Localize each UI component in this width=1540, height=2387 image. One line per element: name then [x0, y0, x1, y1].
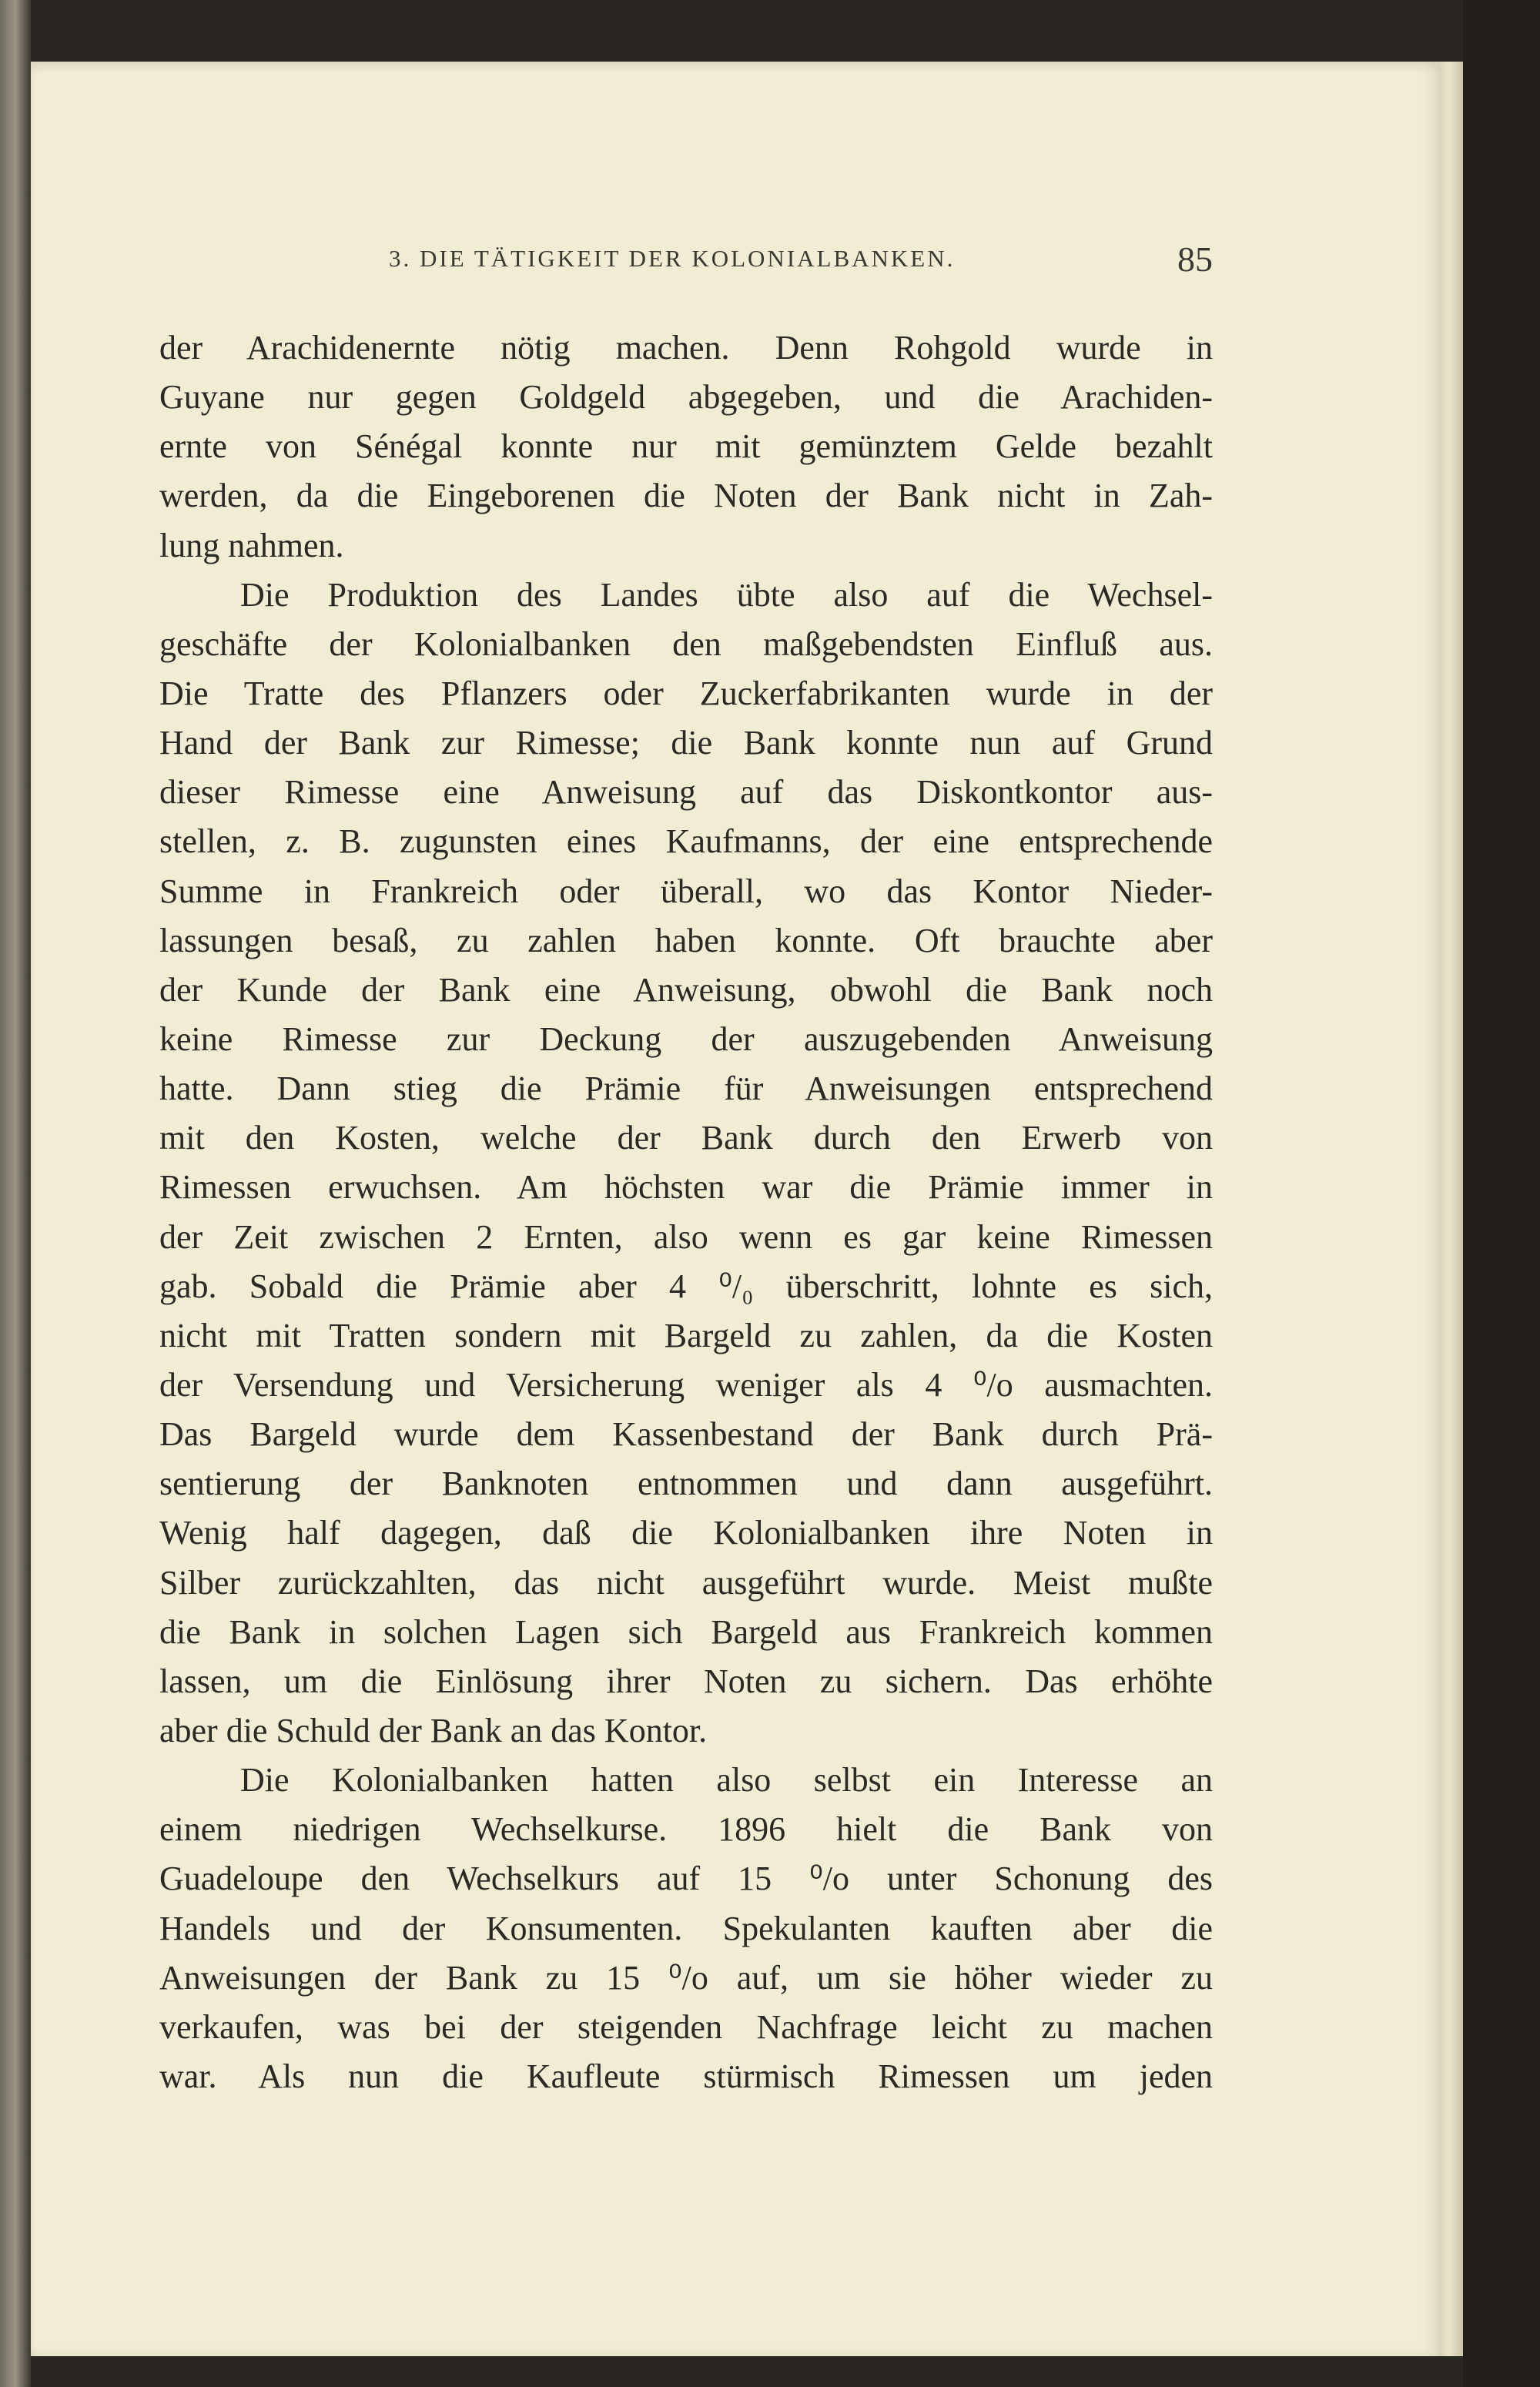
scan-background — [1463, 0, 1540, 2387]
text-line: Guyane nur gegen Goldgeld abgegeben, und die Arachiden- — [159, 378, 1213, 417]
text-line: einem niedrigen Wechselkurse. 1896 hielt die Bank von — [159, 1810, 1213, 1849]
text-line: keine Rimesse zur Deckung der auszugebenden Anweisung — [159, 1019, 1213, 1058]
text-line: verkaufen, was bei der steigenden Nachfrage leicht zu machen — [159, 2007, 1213, 2046]
text-line: werden, da die Eingeborenen die Noten der Bank nicht in Zah- — [159, 477, 1213, 515]
text-line: der Kunde der Bank eine Anweisung, obwohl die Bank noch — [159, 970, 1213, 1009]
text-line: war. Als nun die Kaufleute stürmisch Rimessen um jeden — [159, 2057, 1213, 2095]
text-line: Summe in Frankreich oder überall, wo das Kontor Nieder- — [159, 872, 1213, 910]
running-title: 3. DIE TÄTIGKEIT DER KOLONIALBANKEN. — [389, 245, 956, 272]
text-line: Das Bargeld wurde dem Kassenbestand der Bank durch Prä- — [159, 1415, 1213, 1454]
text-line: stellen, z. B. zugunsten eines Kaufmanns, der eine entsprechende — [159, 822, 1213, 861]
running-head — [158, 239, 1213, 291]
text-line: nicht mit Tratten sondern mit Bargeld zu zahlen, da die Kosten — [159, 1316, 1213, 1354]
paragraph-first-line: Die Kolonialbanken hatten also selbst ein Interesse an — [240, 1761, 1213, 1799]
text-line: hatte. Dann stieg die Prämie für Anweisungen entsprechend — [159, 1070, 1213, 1108]
page-stack-edge — [1440, 62, 1463, 2356]
left-page-edge — [0, 0, 31, 2387]
text-line: gab. Sobald die Prämie aber 4 ⁰/₀ überschritt, lohnte es sich, — [159, 1267, 1213, 1305]
body-text — [159, 323, 1213, 2101]
text-line: Hand der Bank zur Rimesse; die Bank konnte nun auf Grund — [159, 724, 1213, 762]
text-line: Die Tratte des Pflanzers oder Zuckerfabrikanten wurde in der — [159, 674, 1213, 712]
text-line: sentierung der Banknoten entnommen und dann ausgeführt. — [159, 1465, 1213, 1503]
text-line: Anweisungen der Bank zu 15 ⁰/o auf, um sie höher wieder zu — [159, 1958, 1213, 1997]
text-line: dieser Rimesse eine Anweisung auf das Diskontkontor aus- — [159, 773, 1213, 812]
text-line: der Zeit zwischen 2 Ernten, also wenn es gar keine Rimessen — [159, 1217, 1213, 1256]
text-line: Wenig half dagegen, daß die Kolonialbanken ihre Noten in — [159, 1514, 1213, 1552]
paragraph-first-line: Die Produktion des Landes übte also auf die Wechsel- — [240, 575, 1213, 614]
text-line: Handels und der Konsumenten. Spekulanten kauften aber die — [159, 1909, 1213, 1947]
text-line: Rimessen erwuchsen. Am höchsten war die Prämie immer in — [159, 1168, 1213, 1207]
text-line: aber die Schuld der Bank an das Kontor. — [159, 1711, 708, 1749]
text-line: lassen, um die Einlösung ihrer Noten zu sichern. Das erhöhte — [159, 1662, 1213, 1700]
text-line: mit den Kosten, welche der Bank durch den Erwerb von — [159, 1119, 1213, 1157]
text-line: der Arachidenernte nötig machen. Denn Rohgold wurde in — [159, 329, 1213, 367]
text-line: lung nahmen. — [159, 526, 344, 564]
text-line: geschäfte der Kolonialbanken den maßgebendsten Einfluß aus. — [159, 624, 1213, 663]
text-line: Silber zurückzahlten, das nicht ausgeführt wurde. Meist mußte — [159, 1563, 1213, 1602]
text-line: die Bank in solchen Lagen sich Bargeld aus Frankreich kommen — [159, 1612, 1213, 1651]
text-line: ernte von Sénégal konnte nur mit gemünztem Gelde bezahlt — [159, 427, 1213, 466]
text-line: der Versendung und Versicherung weniger als 4 ⁰/o ausmachten. — [159, 1365, 1213, 1404]
text-line: lassungen besaß, zu zahlen haben konnte. Oft brauchte aber — [159, 921, 1213, 959]
text-line: Guadeloupe den Wechselkurs auf 15 ⁰/o unter Schonung des — [159, 1860, 1213, 1898]
page-number: 85 — [1177, 239, 1213, 279]
